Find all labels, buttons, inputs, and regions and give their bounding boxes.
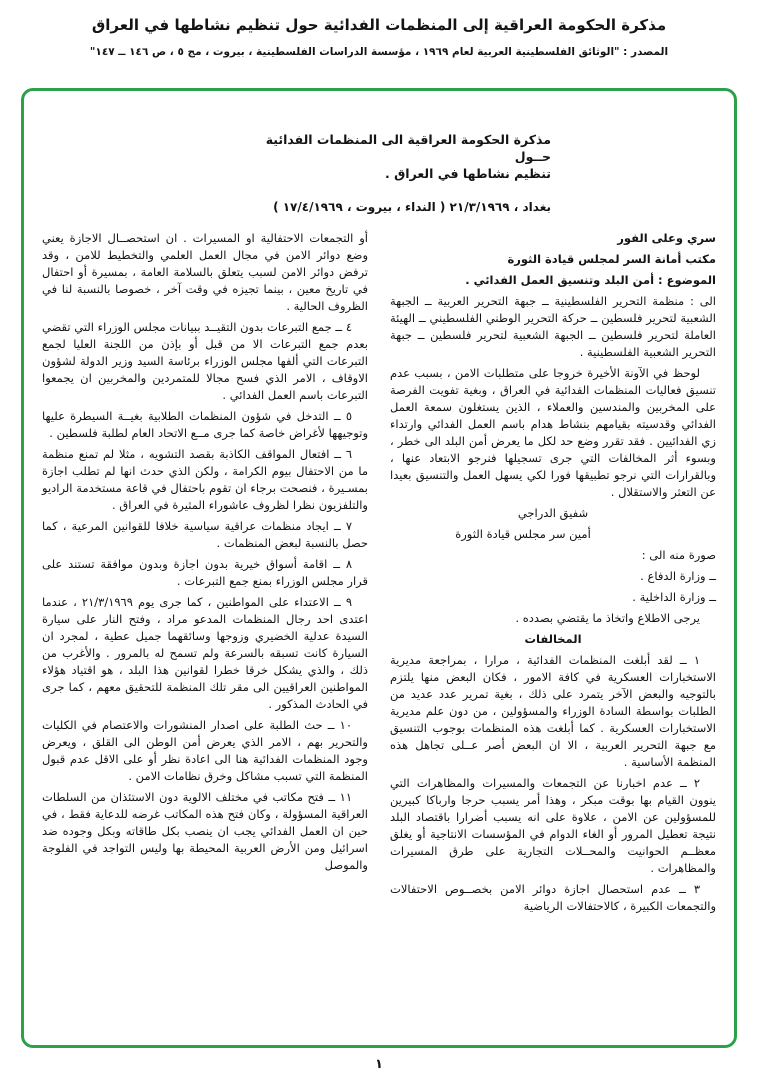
copy-to-line: صورة منه الى : [641,548,716,562]
copy-to-item: ــ وزارة الداخلية . [632,590,716,604]
violation-item-10: ١٠ ــ حث الطلبة على اصدار المنشورات والاعتصام في الكليات والتحرير بهم ، الامر الذي يعرض أمن الوطن الى القلق ، ويعرض وجود المنظمات الفدائية هنا الى اعادة نظر أو على الاقل عدم قبول المنظمة التي تسبب مشاكل وخرق نظامات الامن . [42,718,368,783]
page-number: ١ [375,1057,383,1072]
signature-title: أمين سر مجلس قيادة الثورة [455,527,591,541]
document-title-line2: تنظيم نشاطها في العراق . [385,166,551,181]
document-title [251,131,551,182]
violation-item-2: ٢ ــ عدم اخبارنا عن التجمعات والمسيرات والمظاهرات التي ينوون القيام بها بوقت مبكر ، وهذا أمر يسبب حرجا وارباكا كبيرين للمسؤولين عن الامن ، علاوة على انه يسبب أضرارا باقتصاد البلد نتيجة تعطيل المرور أو الغاء الدوام في المؤسسات الانتاجية أو يغلق معظــم الحوانيت والمحــلات التجارية على طرق المسيرات والمظاهرات . [390,776,716,875]
violation-item-8: ٨ ــ اقامة أسواق خيرية بدون اجازة وبدون موافقة تستند على قرار مجلس الوزراء بمنع جمع التبرعات . [42,557,368,588]
subject-line: الموضوع : أمن البلد وتنسيق العمل الفدائي . [465,273,716,287]
body-paragraph: لوحظ في الآونة الأخيرة خروجا على متطلبات الامن ، بسبب عدم تنسيق فعاليات المنظمات الفدائية في العراق ، وبغية تفويت الفرصة على المخربين والمندسين والعملاء ، الذين يستغلون سمعة العمل الفدائي وقدسيته بقيامهم بنشاط هدام باسم العمل الفدائي وارتداء زي الفدائيين . فقد تقرر وضع حد لكل ما يعرض أمن البلد الى خطر ، وبسوء أثر المخالفات التي جرى تسجيلها فنرجو الابتعاد عنها ، وبالقرارات التي نرجو تطبيقها فورا لكي يسهل العمل والتنسيق بعيدا عن التعثر والاستقلال . [390,366,716,499]
violation-item-11: ١١ ــ فتح مكاتب في مختلف الالوية دون الاستئذان من السلطات العراقية المسؤولة ، وكان فتح هذه المكاتب غرضه للدعاية فقط ، في حين ان العمل الفدائي يجب ان ينصب بكل طاقاته وبكل وجوده ضد اسرائيل ومن الأرض العربية المحيطة بها وليس التواجد في الفلوجة والموصل [42,790,368,872]
document-title-line1: مذكرة الحكومة العراقية الى المنظمات الفدائية حــول [265,132,551,164]
source-citation: المصدر : "الوثائق الفلسطينية العربية لعام ١٩٦٩ ، مؤسسة الدراسات الفلسطينية ، بيروت ، مج ٥ ، ص ١٤٦ ــ ١٤٧" [89,46,669,58]
copy-to-item: ــ وزارة الدفاع . [640,569,716,583]
document-columns [42,230,716,919]
violation-item-5: ٥ ــ التدخل في شؤون المنظمات الطلابية بغيــة السيطرة عليها وتوجيهها لأغراض خاصة كما جرى مــع الاتحاد العام لطلبة فلسطين . [42,409,368,440]
classification-line: سري وعلى الفور [617,231,716,245]
signature-name: شفيق الدراجي [517,506,589,520]
page-title: مذكرة الحكومة العراقية إلى المنظمات الفدائية حول تنظيم نشاطها في العراق [91,16,667,34]
violation-item-1: ١ ــ لقد أبلغت المنظمات الفدائية ، مرارا ، بمراجعة مديرية الاستخبارات العسكرية في كافة الامور ، فكان البعض منها يلتزم بالتوجيه والبعض الآخر يتمرد على ذلك ، بغية تمرير عدد عديد من الطلبات بواسطة السادة الوزراء والمسؤولين ، من دون علم مديرية الاستخبارات العسكرية . كما أبلغت هذه المنظمات بوجوب التنسيق مع جبهة التحرير العربية ، الا ان البعض أصر عــلى تجاهل هذه المنظمة الأساسية . [390,653,716,769]
violations-heading: المخالفات [524,632,582,646]
violation-item-6: ٦ ــ افتعال المواقف الكاذبة بقصد التشويه ، مثلا لم تمنع منظمة ما من الاحتفال بيوم الكرامة ، ولكن الذي حدث انها لم تطلب اجازة بمسـيرة ، فنصحت برجاء ان تقوم باحتفال في قاعة مستخدمة الراديو والتلفزيون نظرا لظروف عاشوراء المثيرة في العراق . [42,447,368,512]
addressee-office-line: مكتب أمانة السر لمجلس قيادة الثورة [507,252,716,266]
left-column [42,230,368,919]
violation-item-4: ٤ ــ جمع التبرعات بدون التقيــد ببيانات مجلس الوزراء التي تقضي بعدم جمع التبرعات الا من قبل أو بإذن من اللجنة العليا لجمع التبرعات التي ألفها مجلس الوزراء برئاسة السيد وزير الدولة لشؤون الاوقاف ، الامر الذي فسح مجالا للمتمردين والمخربين ان يجمعوا التبرعات باسم العمل الفدائي . [42,320,368,402]
recipients-paragraph: الى : منظمة التحرير الفلسطينية ــ جبهة التحرير العربية ــ الجبهة الشعبية لتحرير فلسطين ــ حركة التحرير الوطني الفلسطيني ــ الهيئة العاملة لتحرير فلسطين ــ الجبهة الشعبية لتحرير فلسطين ــ جبهة التحرير الشعبية الفلسطينية . [390,294,716,359]
violation-item-7: ٧ ــ ايجاد منظمات عراقية سياسية خلافا للقوانين المرعية ، كما حصل بالنسبة لبعض المنظمات . [42,519,368,550]
copy-note-line: يرجى الاطلاع واتخاذ ما يقتضي بصدده . [515,611,700,625]
page-header [0,0,758,58]
document-frame [21,88,737,1048]
violation-item-3-continued: أو التجمعات الاحتفالية او المسيرات . ان استحصــال الاجازة يعني وضع دوائر الامن في مجال العمل العلمي والتخطيط للامن ، وقد ترفض دوائر الامن لسبب يتعلق بالسلامة العامة ، بمسيرة أو احتفال في تاريخ معين ، بينما تجيزه في وقت آخر ، خصوصا بالنسبة لنا في الظروف الحالية . [42,231,368,313]
document-dateline: بغداد ، ٢١/٣/١٩٦٩ ( النداء ، بيروت ، ١٧/٤/١٩٦٩ ) [273,200,551,214]
right-column [390,230,716,919]
violation-item-9: ٩ ــ الاعتداء على المواطنين ، كما جرى يوم ٢١/٣/١٩٦٩ ، عندما اعتدى احد رجال المنظمات المدعو مراد ، وفتح النار على سيارة السيدة عدلية الخضيري وزوجها وسائقهما جميل عطية ، لمجرد ان السيارة كانت تسبقه بالسرعة ولم تسمح له بالمرور . والأغرب من ذلك ، والذي يشكل خرقا خطرا لقوانين هذا البلد ، هو اقتياد هؤلاء المواطنين العراقيين الى مقر تلك المنظمة للتحقيق معهم ، كما جرى في الحادث المذكور . [42,595,368,711]
violation-item-3: ٣ ــ عدم استحصال اجازة دوائر الامن بخصــوص الاحتفالات والتجمعات الكبيرة ، كالاحتفالات الرياضية [390,882,716,913]
